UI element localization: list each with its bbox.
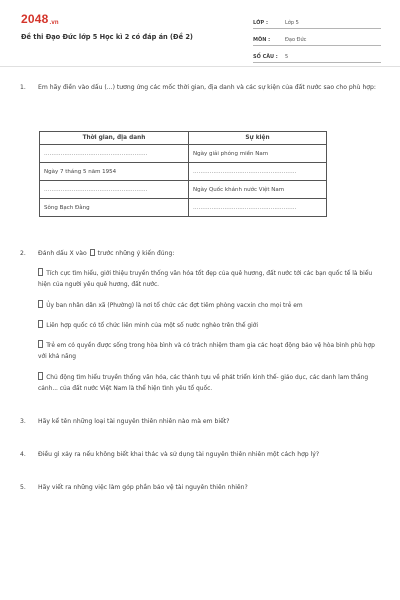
table-cell: Ngày 7 tháng 5 năm 1954 [40, 163, 189, 181]
meta-key: SỐ CÂU : [253, 54, 278, 60]
question-text-part: Đánh dấu X vào [38, 250, 87, 257]
option-text: Chủ động tìm hiểu truyền thống văn hóa, các thành tựu về phát triển kinh thế- giáo dục, các danh lam thắng cảnh... của đất nước Việt Nam là thể hiện tình yêu tổ quốc. [38, 375, 369, 392]
logo-text: 2048 [21, 12, 49, 26]
table-header-row [40, 132, 327, 145]
checkbox-icon[interactable] [38, 300, 43, 308]
checkbox-icon[interactable] [38, 268, 43, 276]
events-table [39, 131, 327, 217]
site-logo[interactable] [21, 12, 59, 26]
table-row [40, 145, 327, 163]
meta-row-class [253, 14, 381, 29]
question-text: Hãy kể tên những loại tài nguyên thiên nhiên nào mà em biết? [38, 418, 230, 425]
table-cell-blank: ........................................................ [189, 199, 327, 217]
option-item[interactable] [38, 300, 378, 312]
checkbox-icon[interactable] [38, 372, 43, 380]
checkbox-icon[interactable] [38, 320, 43, 328]
question-number: 4. [20, 451, 26, 458]
page-title: Đề thi Đạo Đức lớp 5 Học kì 2 có đáp án (Đề 2) [21, 33, 193, 41]
meta-value: 5 [285, 54, 289, 60]
checkbox-icon[interactable] [38, 340, 43, 348]
option-text: Ủy ban nhân dân xã (Phường) là nơi tổ chức các đợt tiêm phòng vacxin cho mọi trẻ em [46, 303, 303, 309]
table-cell: Sông Bạch Đằng [40, 199, 189, 217]
meta-value: Đạo Đức [285, 37, 307, 43]
table-cell-blank: ........................................................ [40, 181, 189, 199]
question-text: Điều gì xảy ra nếu không biết khai thác và sử dụng tài nguyên thiên nhiên một cách hợp lý? [38, 451, 320, 458]
question-text [38, 248, 383, 260]
table-cell: Ngày Quốc khánh nước Việt Nam [189, 181, 327, 199]
option-item[interactable] [38, 340, 378, 363]
table-cell-blank: ........................................................ [189, 163, 327, 181]
meta-row-subject [253, 31, 381, 46]
meta-value: Lớp 5 [285, 20, 299, 26]
table-header-cell: Sự kiện [189, 132, 327, 145]
question-number: 5. [20, 484, 26, 491]
table-cell-blank: ........................................................ [40, 145, 189, 163]
meta-key: LỚP : [253, 20, 268, 26]
option-text: Trẻ em có quyền được sống trong hòa bình và có trách nhiệm tham gia các hoạt động bảo vệ hòa bình phù hợp với khả năng [38, 343, 375, 360]
question-text: Hãy viết ra những việc làm góp phần bảo vệ tài nguyên thiên nhiên? [38, 484, 248, 491]
logo-suffix: .vn [49, 20, 59, 26]
question-text: Em hãy điền vào dấu (...) tương ứng các mốc thời gian, địa danh và các sự kiện của đất nước sao cho phù hợp: [38, 84, 376, 91]
option-text: Tích cực tìm hiểu, giới thiệu truyền thống văn hóa tốt đẹp của quê hương, đất nước tới các bạn quốc tế là biểu hiện của người yêu quê hương, đất nước. [38, 271, 373, 288]
meta-row-count [253, 48, 381, 63]
option-item[interactable] [38, 372, 378, 395]
question-number: 3. [20, 418, 26, 425]
meta-key: MÔN : [253, 37, 271, 43]
table-header-cell: Thời gian, địa danh [40, 132, 189, 145]
page-header [0, 0, 400, 66]
checkbox-symbol-icon [90, 249, 95, 256]
meta-panel [253, 14, 381, 65]
table-row [40, 181, 327, 199]
table-row [40, 199, 327, 217]
option-item[interactable] [38, 320, 378, 332]
question-text-part: trước những ý kiến đúng: [97, 250, 175, 257]
question-number: 2. [20, 250, 26, 257]
table-row [40, 163, 327, 181]
table-cell: Ngày giải phóng miền Nam [189, 145, 327, 163]
question-number: 1. [20, 84, 26, 91]
header-divider [0, 66, 400, 67]
option-item[interactable] [38, 268, 378, 291]
option-text: Liên hợp quốc có tổ chức liên minh của một số nước nghèo trên thế giới [46, 323, 259, 329]
